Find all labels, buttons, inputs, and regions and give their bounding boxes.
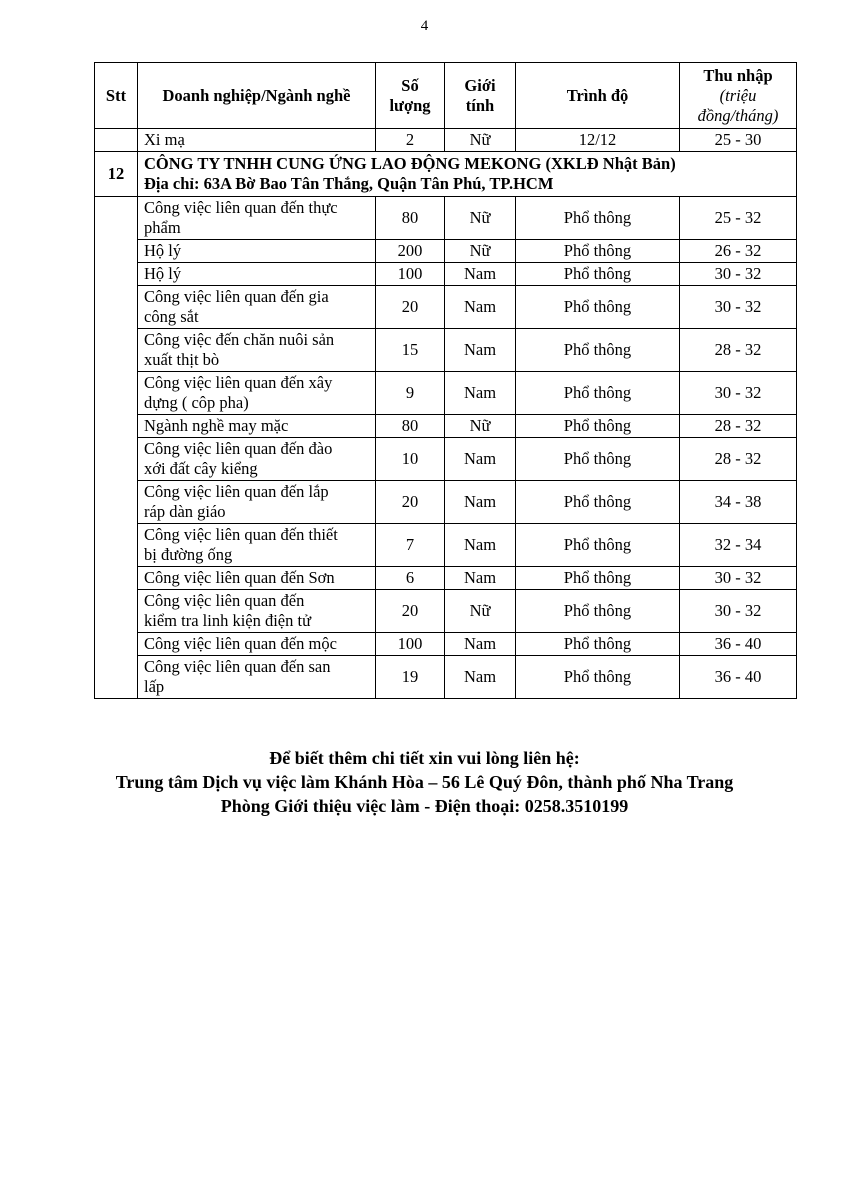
row-job bbox=[138, 415, 376, 438]
row-job bbox=[138, 524, 376, 567]
row-income: 30 - 32 bbox=[680, 372, 797, 415]
row-job-line1: Công việc liên quan đến xây bbox=[144, 373, 333, 392]
row-quantity: 15 bbox=[376, 329, 445, 372]
row-income: 30 - 32 bbox=[680, 590, 797, 633]
row-income: 34 - 38 bbox=[680, 481, 797, 524]
table-row bbox=[95, 372, 797, 415]
row-job-line1: Hộ lý bbox=[144, 264, 182, 283]
row-education: 12/12 bbox=[516, 129, 680, 152]
row-education: Phổ thông bbox=[516, 633, 680, 656]
row-job bbox=[138, 372, 376, 415]
contact-center-address: Trung tâm Dịch vụ việc làm Khánh Hòa – 56 Lê Quý Đôn, thành phố Nha Trang bbox=[115, 772, 734, 792]
contact-phone: Phòng Giới thiệu việc làm - Điện thoại: 0258.3510199 bbox=[220, 796, 629, 816]
row-income: 30 - 32 bbox=[680, 263, 797, 286]
header-quantity bbox=[376, 63, 445, 129]
header-income-label: Thu nhập bbox=[703, 65, 773, 85]
row-job bbox=[138, 438, 376, 481]
row-quantity: 20 bbox=[376, 286, 445, 329]
row-job bbox=[138, 329, 376, 372]
row-gender: Nam bbox=[445, 633, 516, 656]
row-education: Phổ thông bbox=[516, 240, 680, 263]
company-info bbox=[138, 152, 797, 197]
table-row bbox=[95, 524, 797, 567]
row-income: 28 - 32 bbox=[680, 438, 797, 481]
row-job-line1: Công việc liên quan đến gia bbox=[144, 287, 329, 306]
row-education: Phổ thông bbox=[516, 329, 680, 372]
row-quantity: 20 bbox=[376, 590, 445, 633]
row-gender: Nam bbox=[445, 438, 516, 481]
contact-intro: Để biết thêm chi tiết xin vui lòng liên hệ: bbox=[269, 748, 580, 768]
row-income: 30 - 32 bbox=[680, 567, 797, 590]
row-quantity: 80 bbox=[376, 415, 445, 438]
row-job bbox=[138, 633, 376, 656]
row-job bbox=[138, 197, 376, 240]
row-job bbox=[138, 263, 376, 286]
row-education: Phổ thông bbox=[516, 567, 680, 590]
table-row bbox=[95, 481, 797, 524]
row-stt-empty bbox=[95, 197, 138, 699]
table-row bbox=[95, 286, 797, 329]
row-income: 30 - 32 bbox=[680, 286, 797, 329]
row-job-line1: Công việc liên quan đến mộc bbox=[144, 634, 337, 653]
row-job-line2: xới đất cây kiểng bbox=[144, 459, 258, 478]
row-education: Phổ thông bbox=[516, 524, 680, 567]
row-job-line1: Công việc liên quan đến san bbox=[144, 657, 331, 676]
row-job bbox=[138, 240, 376, 263]
page-number: 4 bbox=[420, 18, 429, 34]
table-row bbox=[95, 329, 797, 372]
header-quantity-line2: lượng bbox=[389, 95, 431, 115]
row-gender: Nữ bbox=[445, 240, 516, 263]
row-gender: Nam bbox=[445, 372, 516, 415]
row-education: Phổ thông bbox=[516, 438, 680, 481]
row-education: Phổ thông bbox=[516, 590, 680, 633]
row-job-line2: bị đường ống bbox=[144, 545, 233, 564]
table-row bbox=[95, 240, 797, 263]
header-gender-line2: tính bbox=[465, 95, 495, 115]
row-job-line1: Ngành nghề may mặc bbox=[144, 416, 289, 435]
job-table bbox=[94, 62, 797, 699]
row-job-line2: công sắt bbox=[144, 307, 199, 326]
row-gender: Nữ bbox=[445, 415, 516, 438]
row-gender: Nữ bbox=[445, 129, 516, 152]
table-row bbox=[95, 633, 797, 656]
company-address: Địa chỉ: 63A Bờ Bao Tân Thắng, Quận Tân Phú, TP.HCM bbox=[144, 174, 554, 193]
header-gender bbox=[445, 63, 516, 129]
row-job-line1: Công việc liên quan đến lắp bbox=[144, 482, 329, 501]
row-job-line2: kiểm tra linh kiện điện tử bbox=[144, 611, 312, 630]
row-quantity: 100 bbox=[376, 633, 445, 656]
table-row bbox=[95, 590, 797, 633]
row-job bbox=[138, 481, 376, 524]
row-job-line1: Hộ lý bbox=[144, 241, 182, 260]
row-job-line2: xuất thịt bò bbox=[144, 350, 220, 369]
row-quantity: 80 bbox=[376, 197, 445, 240]
header-income-unit-line2: đồng/tháng) bbox=[697, 105, 779, 125]
row-income: 28 - 32 bbox=[680, 415, 797, 438]
row-job-line1: Công việc liên quan đến thiết bbox=[144, 525, 338, 544]
header-quantity-line1: Số bbox=[401, 75, 419, 95]
row-quantity: 7 bbox=[376, 524, 445, 567]
table-header-row bbox=[95, 63, 797, 129]
header-gender-line1: Giới bbox=[464, 75, 496, 95]
row-job-line1: Công việc liên quan đến đào bbox=[144, 439, 333, 458]
row-gender: Nữ bbox=[445, 197, 516, 240]
row-gender: Nam bbox=[445, 329, 516, 372]
row-job bbox=[138, 286, 376, 329]
company-name: CÔNG TY TNHH CUNG ỨNG LAO ĐỘNG MEKONG (XKLĐ Nhật Bản) bbox=[144, 154, 676, 173]
header-stt: Stt bbox=[95, 63, 138, 129]
header-income bbox=[680, 63, 797, 129]
row-job-line1: Công việc đến chăn nuôi sản bbox=[144, 330, 335, 349]
table-row bbox=[95, 415, 797, 438]
row-income: 32 - 34 bbox=[680, 524, 797, 567]
header-income-unit-line1: (triệu bbox=[719, 85, 757, 105]
row-gender: Nam bbox=[445, 286, 516, 329]
row-education: Phổ thông bbox=[516, 656, 680, 699]
row-gender: Nam bbox=[445, 524, 516, 567]
company-stt: 12 bbox=[95, 152, 138, 197]
row-quantity: 200 bbox=[376, 240, 445, 263]
contact-footer bbox=[0, 746, 849, 818]
row-quantity: 2 bbox=[376, 129, 445, 152]
row-quantity: 6 bbox=[376, 567, 445, 590]
row-stt bbox=[95, 129, 138, 152]
row-gender: Nam bbox=[445, 656, 516, 699]
table-row bbox=[95, 197, 797, 240]
row-job-line1: Công việc liên quan đến thực bbox=[144, 198, 338, 217]
company-row bbox=[95, 152, 797, 197]
row-job-line2: dựng ( côp pha) bbox=[144, 393, 249, 412]
row-quantity: 10 bbox=[376, 438, 445, 481]
row-education: Phổ thông bbox=[516, 372, 680, 415]
table-row bbox=[95, 656, 797, 699]
row-quantity: 19 bbox=[376, 656, 445, 699]
row-income: 26 - 32 bbox=[680, 240, 797, 263]
row-job-line1: Công việc liên quan đến Sơn bbox=[144, 568, 335, 587]
row-gender: Nữ bbox=[445, 590, 516, 633]
row-gender: Nam bbox=[445, 481, 516, 524]
row-income: 25 - 32 bbox=[680, 197, 797, 240]
row-gender: Nam bbox=[445, 263, 516, 286]
table-row bbox=[95, 438, 797, 481]
row-quantity: 100 bbox=[376, 263, 445, 286]
row-education: Phổ thông bbox=[516, 286, 680, 329]
table-row bbox=[95, 129, 797, 152]
row-income: 36 - 40 bbox=[680, 656, 797, 699]
row-income: 25 - 30 bbox=[680, 129, 797, 152]
row-income: 28 - 32 bbox=[680, 329, 797, 372]
row-income: 36 - 40 bbox=[680, 633, 797, 656]
row-job bbox=[138, 590, 376, 633]
header-education: Trình độ bbox=[516, 63, 680, 129]
row-job bbox=[138, 656, 376, 699]
row-quantity: 20 bbox=[376, 481, 445, 524]
row-job bbox=[138, 567, 376, 590]
row-job-line2: lấp bbox=[144, 677, 165, 696]
row-job: Xi mạ bbox=[138, 129, 376, 152]
row-gender: Nam bbox=[445, 567, 516, 590]
row-quantity: 9 bbox=[376, 372, 445, 415]
row-education: Phổ thông bbox=[516, 415, 680, 438]
row-job-line2: ráp dàn giáo bbox=[144, 502, 226, 521]
table-row bbox=[95, 567, 797, 590]
row-job-line1: Công việc liên quan đến bbox=[144, 591, 305, 610]
row-education: Phổ thông bbox=[516, 263, 680, 286]
row-education: Phổ thông bbox=[516, 481, 680, 524]
row-job-line2: phẩm bbox=[144, 218, 181, 237]
header-business: Doanh nghiệp/Ngành nghề bbox=[138, 63, 376, 129]
table-row bbox=[95, 263, 797, 286]
row-education: Phổ thông bbox=[516, 197, 680, 240]
